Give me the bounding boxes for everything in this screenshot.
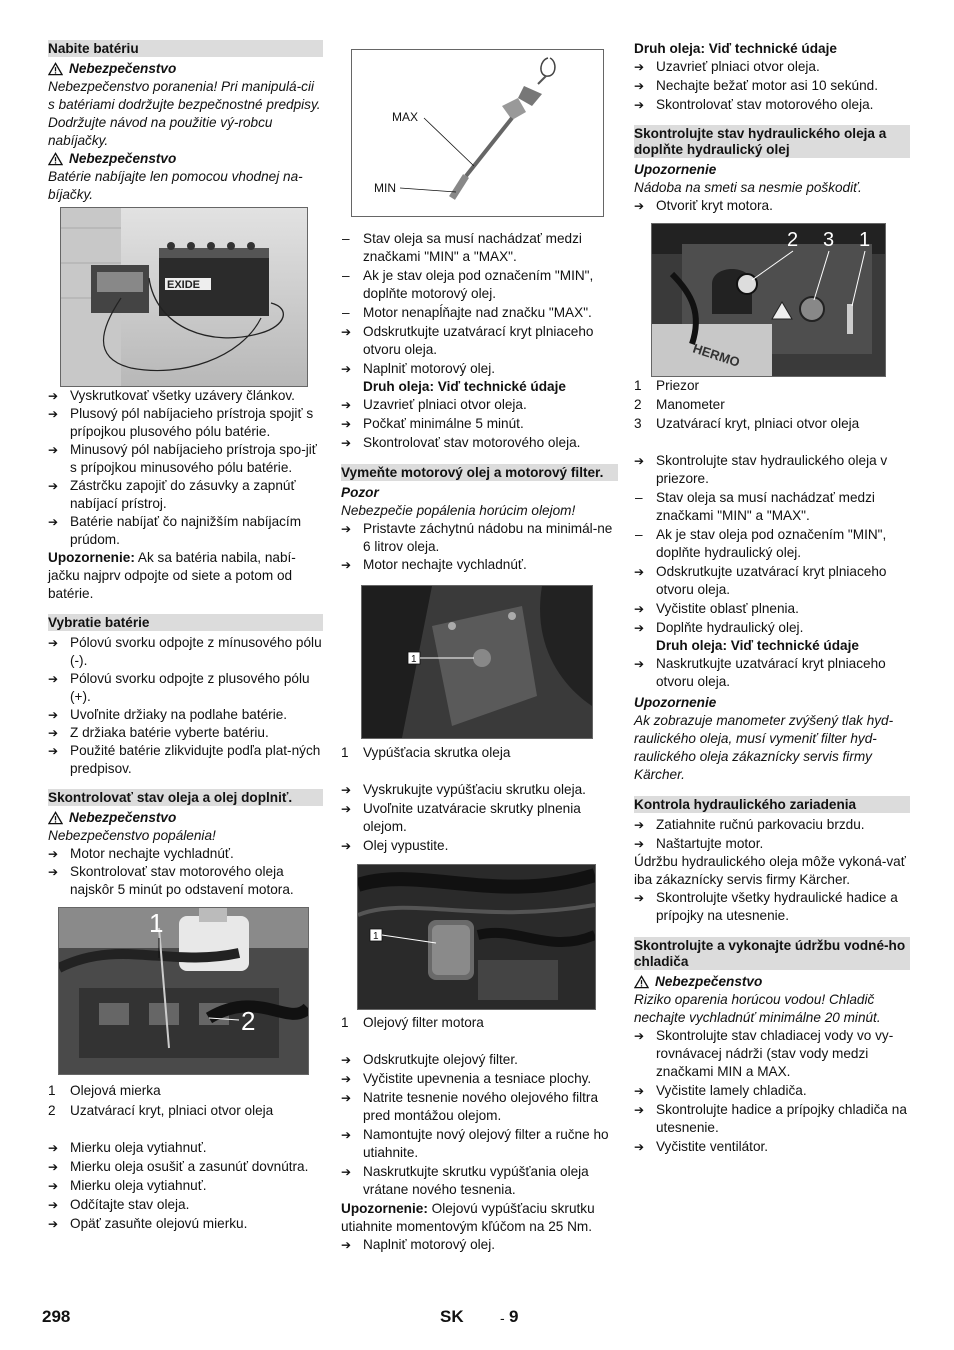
notice-label: Upozornenie [634,695,717,710]
olej-steps-b [48,1139,323,1233]
legend-item: 1 Olejová mierka [48,1083,161,1098]
oil-type-note: Druh oleja: Viď technické údaje [363,379,566,394]
legend-list [634,377,910,433]
step-item: ➔ Naplniť motorový olej. [341,360,618,378]
step-item: ➔ Skontrolujte všetky hydraulické hadice a prípojky na utesnenie. [634,889,910,925]
step-item: ➔ Minusový pól nabíjacieho prístroja spo-jiť s prípojkou minusového pólu batérie. [48,441,323,477]
danger-text: Batérie nabíjajte len pomocou vhodnej na-bíjačky. [48,169,303,202]
legend-item: 2 Uzatvárací kryt, plniaci otvor oleja [48,1103,274,1118]
step-item: ➔ Odčítajte stav oleja. [48,1196,323,1214]
step-item: ➔ Naplniť motorový olej. [341,1236,618,1254]
photo-label-2: 2 [241,1006,256,1036]
steps-c [341,520,618,574]
danger-text: Nebezpečenstvo popálenia! [48,828,216,843]
section-title-chladic: Skontrolujte a vykonajte údržbu vodné-ho chladiča [634,937,910,970]
step-item: ➔ Uvoľnite uzatváracie skrutky plnenia olejom. [341,800,618,836]
section-title-hydraulic: Skontrolujte stav hydraulického oleja a doplňte hydraulický olej [634,125,910,158]
step-open [634,197,910,215]
dipstick-diagram [351,49,604,217]
oil-filter-photo [357,864,596,1010]
danger-heading [634,973,910,991]
step-item: ➔ Pólovú svorku odpojte z mínusového pólu (-). [48,634,323,670]
warning-triangle-icon [48,152,63,166]
language-code: SK [440,1307,464,1326]
step-c [634,655,910,691]
note-paragraph: Upozornenie: Olejovú vypúšťaciu skrutku utiahnite momentovým kľúčom na 25 Nm. [341,1201,595,1234]
notice-text: Nádoba na smeti sa nesmie poškodiť. [634,180,862,195]
danger-label: Nebezpečenstvo [69,810,177,825]
legend-item: 1 Priezor [634,378,700,393]
caution-label: Pozor [341,485,379,500]
step-item: ➔ Skontrolujte hadice a prípojky chladiča na utesnenie. [634,1101,910,1137]
step-item: ➔ Odskrutkujte olejový filter. [341,1051,618,1069]
step-item: ➔ Namontujte nový olejový filter a ručne ho utiahnite. [341,1126,618,1162]
photo-brand-text: HERMO [691,340,742,370]
danger-heading [48,809,323,827]
dash-item: – Stav oleja sa musí nachádzať medzi značkami "MIN" a "MAX". [341,230,618,266]
step-item: ➔ Nechajte bežať motor asi 10 sekúnd. [634,77,910,95]
dash-item: – Stav oleja sa musí nachádzať medzi značkami "MIN" a "MAX". [634,489,910,525]
step-item: ➔ Natrite tesnenie nového olejového filtra pred montážou olejom. [341,1089,618,1125]
steps-d [341,781,618,855]
chladic-steps [634,1027,910,1156]
nabite-steps [48,387,323,549]
step-item: ➔ Doplňte hydraulický olej. [634,619,910,637]
step-item: ➔ Použité batérie zlikvidujte podľa plat-ných predpisov. [48,742,323,778]
legend-list [48,1082,323,1120]
step-item: ➔ Naskrutkujte uzatvárací kryt plniaceho otvoru oleja. [634,655,910,691]
hydraulic-tank-photo [651,223,886,377]
step-item: ➔ Mierku oleja vytiahnuť. [48,1139,323,1157]
step-item: ➔ Skontrolovať stav motorového oleja. [341,434,618,452]
dipstick-max-label: MAX [392,110,419,124]
section-title-nabite: Nabite batériu [48,40,323,57]
note-paragraph: Upozornenie: Ak sa batéria nabila, nabí-jačku najprv odpojte od siete a potom od batérie. [48,550,296,601]
photo-label-1: 1 [859,229,871,251]
danger-label: Nebezpečenstvo [69,61,177,76]
column-right [634,40,910,1156]
legend-item: 1 Olejový filter motora [341,1015,484,1030]
step-item: ➔ Olej vypustite. [341,837,618,855]
step-item: ➔ Uvoľnite držiaky na podlahe batérie. [48,706,323,724]
vybratie-steps [48,634,323,778]
step-item: ➔ Otvoriť kryt motora. [634,197,910,215]
engine-dipstick-photo [58,907,309,1075]
dash-item: – Ak je stav oleja pod označením "MIN", doplňte motorový olej. [341,267,618,303]
photo-label-3: 3 [823,229,835,251]
legend-item: 1 Vypúšťacia skrutka oleja [341,745,511,760]
step-item: ➔ Zatiahnite ručnú parkovaciu brzdu. [634,816,910,834]
step-item: ➔ Batérie nabíjať čo najnižším nabíjacím prúdom. [48,513,323,549]
step-item: ➔ Vyčistite upevnenia a tesniace plochy. [341,1070,618,1088]
step-item: ➔ Skontrolovať stav motorového oleja. [634,96,910,114]
oil-type-note: Druh oleja: Viď technické údaje [656,638,859,653]
photo-label-1: 1 [373,931,379,942]
step-item: ➔ Vyčistite ventilátor. [634,1138,910,1156]
step-item: ➔ Mierku oleja osušiť a zasunúť dovnútra. [48,1158,323,1176]
step-item: ➔ Pólovú svorku odpojte z plusového pólu (+). [48,670,323,706]
steps-b [341,396,618,452]
step-item: ➔ Počkať minimálne 5 minút. [341,415,618,433]
step-item: ➔ Z držiaka batérie vyberte batériu. [48,724,323,742]
hydraulic-steps [634,452,910,637]
warning-triangle-icon [48,62,63,76]
legend-list [341,744,618,762]
section-title-kontrola: Kontrola hydraulického zariadenia [634,796,910,813]
photo-label-2: 2 [787,229,799,251]
warning-triangle-icon [48,811,63,825]
step-item: ➔ Pristavte záchytnú nádobu na minimál-ne 6 litrov oleja. [341,520,618,556]
photo-label-1: 1 [149,908,164,938]
step-item: ➔ Naštartujte motor. [634,835,910,853]
step-item: ➔ Uzavrieť plniaci otvor oleja. [341,396,618,414]
danger-label: Nebezpečenstvo [655,974,763,989]
kontrola-step2 [634,889,910,925]
column-middle [341,49,618,1254]
danger-text: Riziko oparenia horúcou vodou! Chladič nechajte vychladnúť minimálne 20 minút. [634,992,881,1025]
step-item: ➔ Odskrutkujte uzatvárací kryt plniaceho otvoru oleja. [341,323,618,359]
oil-level-notes [341,230,618,378]
step-item: ➔ Motor nechajte vychladnúť. [48,845,323,863]
warning-triangle-icon [634,975,649,989]
step-item: ➔ Plusový pól nabíjacieho prístroja spojiť s prípojkou plusového pólu batérie. [48,405,323,441]
olej-steps-a [48,845,323,899]
section-title-olej: Skontrolovať stav oleja a olej doplniť. [48,789,323,806]
legend-item: 2 Manometer [634,397,725,412]
section-page-number: 9 [509,1307,519,1326]
page-separator: - [500,1310,505,1326]
section-title-vybratie: Vybratie batérie [48,614,323,631]
steps-a [634,58,910,114]
dash-item: – Ak je stav oleja pod označením "MIN", doplňte hydraulický olej. [634,526,910,562]
final-step [341,1236,618,1254]
step-item: ➔ Mierku oleja vytiahnuť. [48,1177,323,1195]
steps-e [341,1051,618,1199]
step-item: ➔ Vyskrutkovať všetky uzávery článkov. [48,387,323,405]
step-item: ➔ Skontrolujte stav hydraulického oleja v priezore. [634,452,910,488]
dash-item: – Motor nenapĺňajte nad značku "MAX". [341,304,618,322]
step-item: ➔ Vyskrukujte vypúšťaciu skrutku oleja. [341,781,618,799]
page-number: 298 [42,1307,71,1326]
step-item: ➔ Odskrutkujte uzatvárací kryt plniaceho otvoru oleja. [634,563,910,599]
step-item: ➔ Skontrolujte stav chladiacej vody vo vy-rovnávacej nádrži (stav vody medzi značkami MIN a MAX. [634,1027,910,1081]
step-item: ➔ Motor nechajte vychladnúť. [341,556,618,574]
danger-text: Nebezpečenstvo poranenia! Pri manipulá-cii s batériami dodržujte bezpečnostné predpisy. Dodržujte návod na použitie vý-robcu nabíjačky. [48,79,321,148]
step-item: ➔ Uzavrieť plniaci otvor oleja. [634,58,910,76]
danger-heading [48,150,323,168]
drain-plug-photo [361,585,593,739]
photo-label-1: 1 [411,654,417,665]
step-item: ➔ Naskrutkujte skrutku vypúšťania oleja vrátane nového tesnenia. [341,1163,618,1199]
danger-heading [48,60,323,78]
notice-text: Ak zobrazuje manometer zvýšený tlak hyd-raulického oleja, musí vymeniť filter hyd-raulického oleja zákaznícky servis firmy Kärcher. [634,713,894,782]
legend-item: 3 Uzatvárací kryt, plniaci otvor oleja [634,416,860,431]
step-item: ➔ Vyčistite oblasť plnenia. [634,600,910,618]
battery-charger-photo [60,207,308,387]
legend-list [341,1014,618,1032]
battery-brand-text: EXIDE [167,279,201,291]
step-item: ➔ Zástrčku zapojiť do zásuvky a zapnúť nabíjací prístroj. [48,477,323,513]
step-item: ➔ Skontrolovať stav motorového oleja najskôr 5 minút po odstavení motora. [48,863,323,899]
section-title-vymena: Vymeňte motorový olej a motorový filter. [341,464,618,481]
oil-type-note: Druh oleja: Viď technické údaje [634,41,837,56]
danger-label: Nebezpečenstvo [69,151,177,166]
step-item: ➔ Opäť zasuňte olejovú mierku. [48,1215,323,1233]
kontrola-steps [634,816,910,853]
column-left [48,40,323,1233]
step-item: ➔ Vyčistite lamely chladiča. [634,1082,910,1100]
kontrola-text: Údržbu hydraulického oleja môže vykoná-vať iba zákaznícky servis firmy Kärcher. [634,854,906,887]
dipstick-min-label: MIN [374,181,396,195]
notice-label: Upozornenie [634,162,717,177]
caution-text: Nebezpečie popálenia horúcim olejom! [341,503,576,518]
